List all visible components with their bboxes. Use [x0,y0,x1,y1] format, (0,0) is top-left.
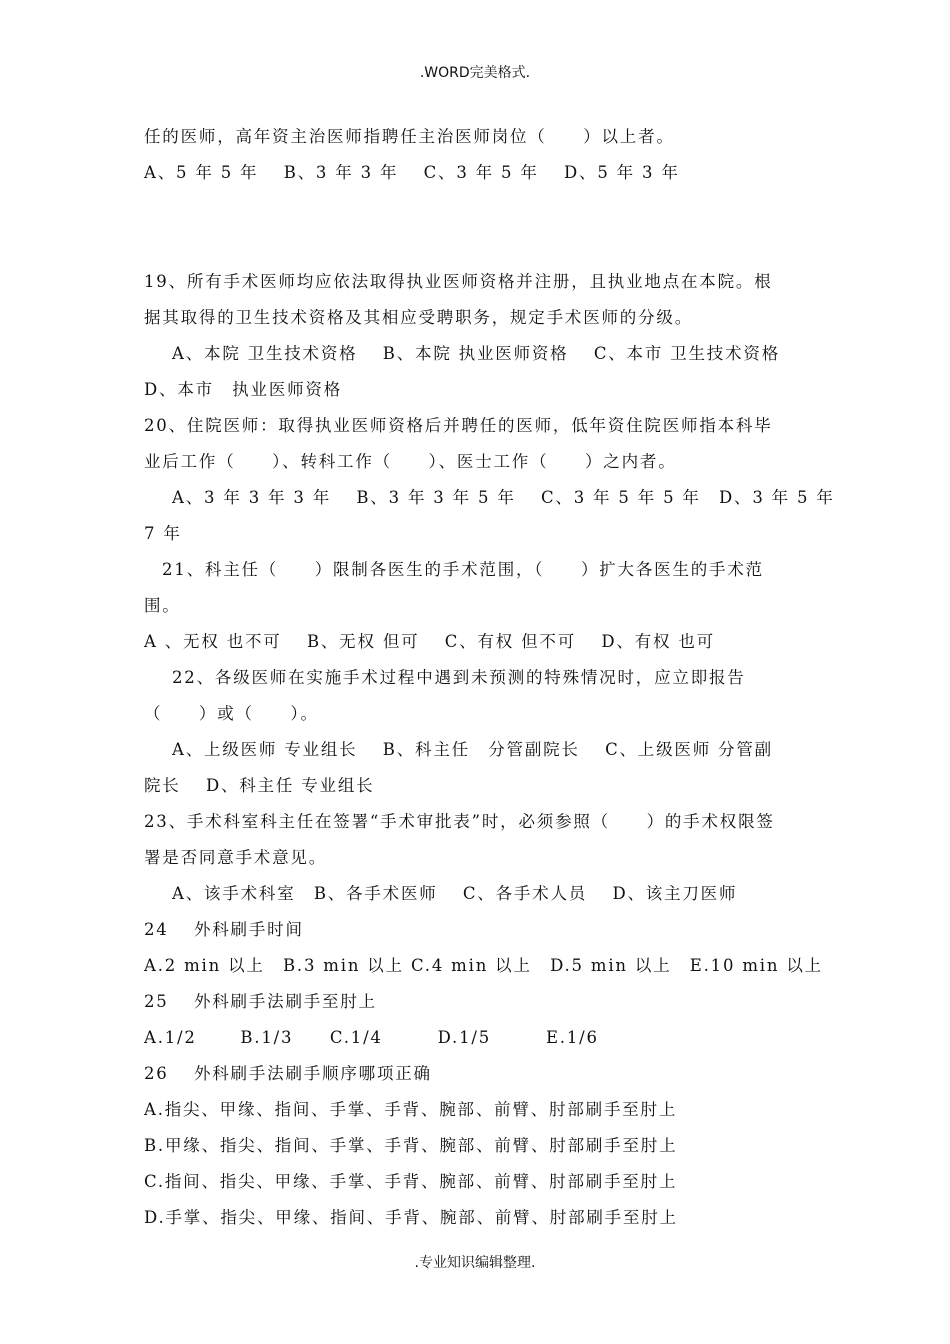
answer-options: A、该手术科室 B、各手术医师 C、各手术人员 D、该主刀医师 [172,884,738,903]
question-24: 24 外科刷手时间 [144,920,304,939]
text-line: 业后工作（ ）、转科工作（ ）、医士工作（ ）之内者。 [144,452,677,471]
text-line: 院长 D、科主任 专业组长 [144,776,375,795]
answer-options: A、本院 卫生技术资格 B、本院 执业医师资格 C、本市 卫生技术资格 [172,344,780,363]
text-line: 7 年 [144,524,182,543]
text-line: 据其取得的卫生技术资格及其相应受聘职务，规定手术医师的分级。 [144,308,693,327]
text-line: 署是否同意手术意见。 [144,848,327,867]
answer-options: A、3 年 3 年 3 年 B、3 年 3 年 5 年 C、3 年 5 年 5 年 D、3 年 5 年 [172,488,835,507]
answer-options: A.1/2 B.1/3 C.1/4 D.1/5 E.1/6 [144,1028,599,1047]
text-line: 围。 [144,596,181,615]
text-line: 任的医师，高年资主治医师指聘任主治医师岗位（ ）以上者。 [144,127,675,146]
question-20: 20、住院医师：取得执业医师资格后并聘任的医师，低年资住院医师指本科毕 [144,416,773,435]
text-line: D、本市 执业医师资格 [144,380,343,399]
answer-option-b: B.甲缘、指尖、指间、手掌、手背、腕部、前臂、肘部刷手至肘上 [144,1136,678,1155]
page-header: .WORD完美格式. [419,65,531,81]
page-footer: .专业知识编辑整理. [414,1255,536,1271]
text-line: （ ）或（ ）。 [144,704,319,723]
question-21: 21、科主任（ ）限制各医生的手术范围，（ ）扩大各医生的手术范 [162,560,764,579]
question-23: 23、手术科室科主任在签署“手术审批表”时，必须参照（ ）的手术权限签 [144,812,775,831]
answer-option-c: C.指间、指尖、甲缘、手掌、手背、腕部、前臂、肘部刷手至肘上 [144,1172,678,1191]
question-25: 25 外科刷手法刷手至肘上 [144,992,377,1011]
question-19: 19、所有手术医师均应依法取得执业医师资格并注册，且执业地点在本院。根 [144,272,773,291]
answer-option-d: D.手掌、指尖、甲缘、指间、手背、腕部、前臂、肘部刷手至肘上 [144,1208,678,1227]
answer-options: A 、无权 也不可 B、无权 但可 C、有权 但不可 D、有权 也可 [144,632,715,651]
answer-options: A、上级医师 专业组长 B、科主任 分管副院长 C、上级医师 分管副 [172,740,773,759]
answer-options: A、5 年 5 年 B、3 年 3 年 C、3 年 5 年 D、5 年 3 年 [144,163,680,182]
answer-options: A.2 min 以上 B.3 min 以上 C.4 min 以上 D.5 min 以上 E.10 min 以上 [144,956,823,975]
answer-option-a: A.指尖、甲缘、指间、手掌、手背、腕部、前臂、肘部刷手至肘上 [144,1100,678,1119]
question-22: 22、各级医师在实施手术过程中遇到未预测的特殊情况时，应立即报告 [172,668,746,687]
question-26: 26 外科刷手法刷手顺序哪项正确 [144,1064,432,1083]
